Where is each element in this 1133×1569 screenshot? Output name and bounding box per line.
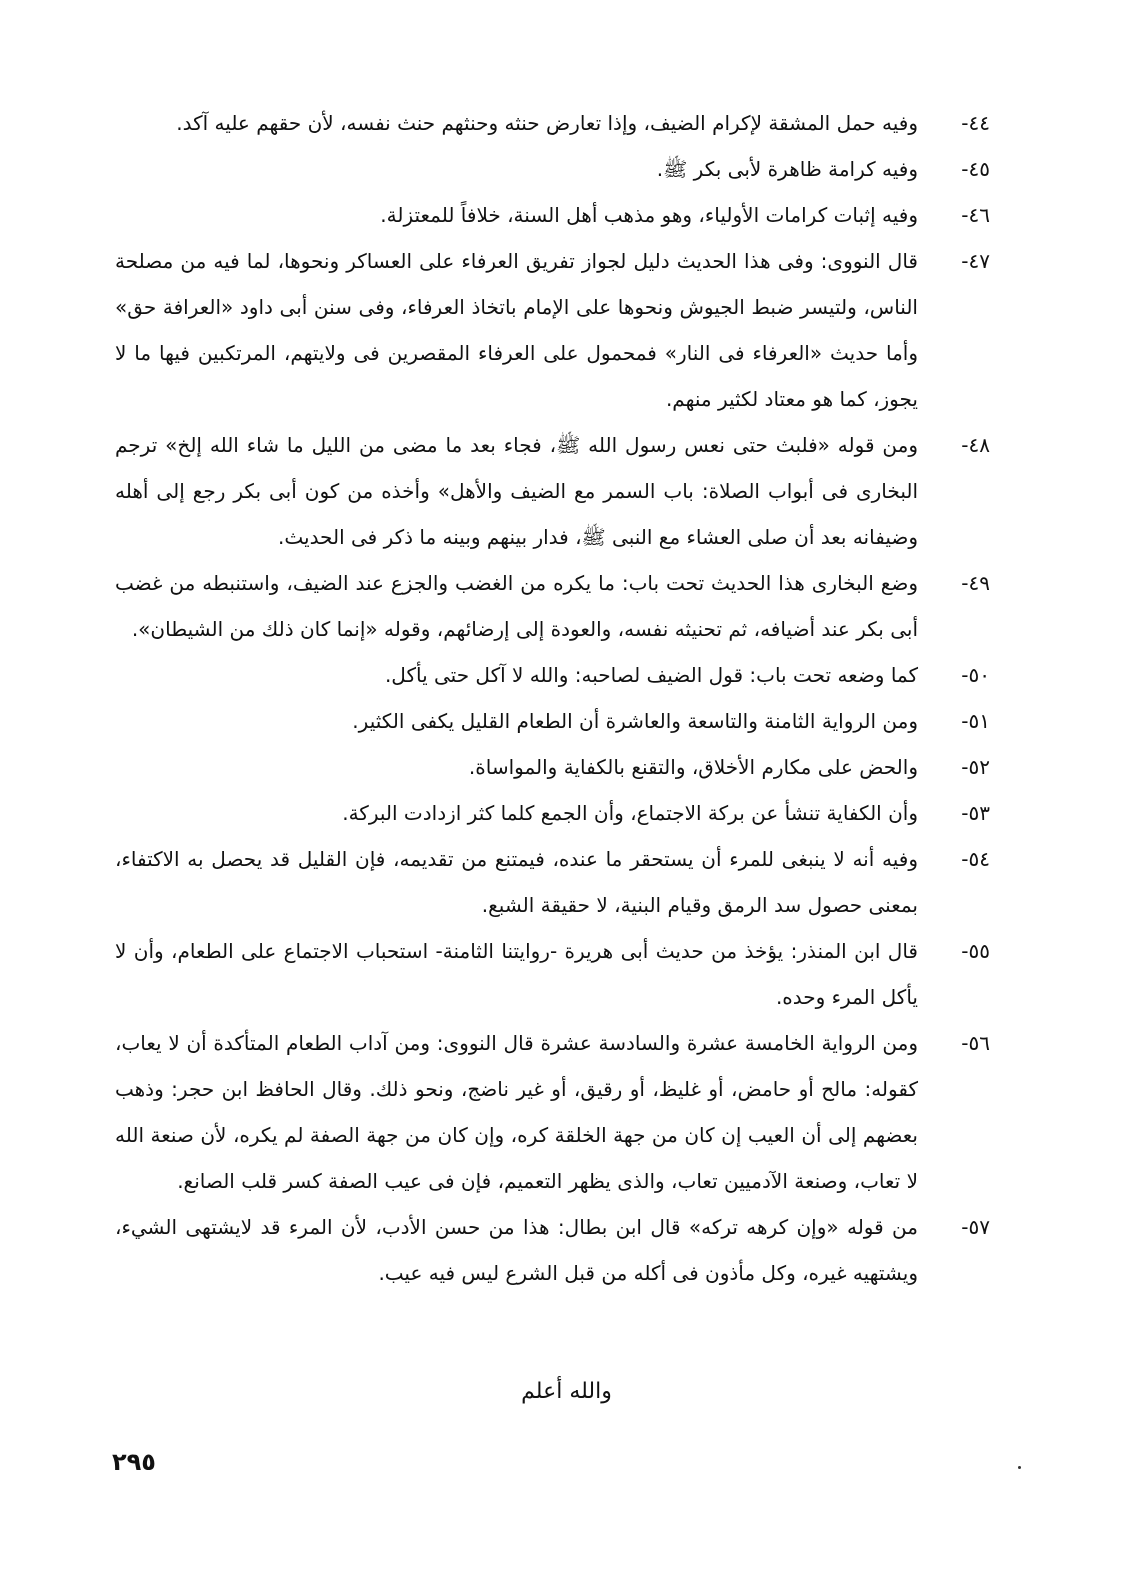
item-text: قال النووى: وفى هذا الحديث دليل لجواز تفريق العرفاء على العساكر ونحوها، لما فيه من مصلحة الناس، ولتيسر ضبط الجيوش ونحوها على الإمام باتخاذ العرفاء، وفى سنن أبى داود «العرافة حق» وأما حديث «العرفاء فى النار» فمحمول على العرفاء المقصرين فى ولايتهم، المرتكبين فيها ما لا يجوز، كما هو معتاد لكثير منهم. xyxy=(115,249,918,411)
item-number: ٥٠- xyxy=(961,663,990,687)
item-text: وفيه إثبات كرامات الأولياء، وهو مذهب أهل السنة، خلافاً للمعتزلة. xyxy=(380,203,918,227)
list-item xyxy=(115,100,990,146)
item-number: ٥١- xyxy=(961,709,990,733)
commentary-list xyxy=(115,100,990,1296)
item-number: ٥٧- xyxy=(961,1215,990,1239)
item-number: ٥٤- xyxy=(961,847,990,871)
item-text: ومن الرواية الثامنة والتاسعة والعاشرة أن الطعام القليل يكفى الكثير. xyxy=(352,709,918,733)
item-number: ٤٧- xyxy=(961,249,990,273)
item-number: ٤٤- xyxy=(961,111,990,135)
list-item xyxy=(115,790,990,836)
item-number: ٥٣- xyxy=(961,801,990,825)
item-number: ٤٥- xyxy=(961,157,990,181)
item-text: قال ابن المنذر: يؤخذ من حديث أبى هريرة -روايتنا الثامنة- استحباب الاجتماع على الطعام، وأن لا يأكل المرء وحده. xyxy=(115,939,918,1009)
list-item xyxy=(115,146,990,192)
list-item xyxy=(115,698,990,744)
item-number: ٤٩- xyxy=(961,571,990,595)
closing-phrase: والله أعلم xyxy=(521,1379,612,1404)
item-text: وفيه كرامة ظاهرة لأبى بكر ﷺ. xyxy=(656,157,918,181)
page-number: ٢٩٥ xyxy=(112,1448,156,1476)
item-text: من قوله «وإن كرهه تركه» قال ابن بطال: هذا من حسن الأدب، لأن المرء قد لايشتهى الشيء، ويشتهيه غيره، وكل مأذون فى أكله من قبل الشرع ليس فيه عيب. xyxy=(115,1215,918,1285)
list-item xyxy=(115,928,990,1020)
list-item xyxy=(115,836,990,928)
scan-dot xyxy=(1018,1466,1021,1469)
item-text: وأن الكفاية تنشأ عن بركة الاجتماع، وأن الجمع كلما كثر ازدادت البركة. xyxy=(342,801,918,825)
item-number: ٤٦- xyxy=(961,203,990,227)
item-number: ٥٥- xyxy=(961,939,990,963)
item-text: وفيه حمل المشقة لإكرام الضيف، وإذا تعارض حنثه وحنثهم حنث نفسه، لأن حقهم عليه آكد. xyxy=(176,111,918,135)
item-text: وضع البخارى هذا الحديث تحت باب: ما يكره من الغضب والجزع عند الضيف، واستنبطه من غضب أبى بكر عند أضيافه، ثم تحنيثه نفسه، والعودة إلى إرضائهم، وقوله «إنما كان ذلك من الشيطان». xyxy=(115,571,918,641)
list-item xyxy=(115,192,990,238)
item-text: كما وضعه تحت باب: قول الضيف لصاحبه: والله لا آكل حتى يأكل. xyxy=(384,663,918,687)
list-item xyxy=(115,238,990,422)
list-item xyxy=(115,422,990,560)
list-item xyxy=(115,1204,990,1296)
item-number: ٥٢- xyxy=(961,755,990,779)
item-text: ومن الرواية الخامسة عشرة والسادسة عشرة قال النووى: ومن آداب الطعام المتأكدة أن لا يعاب، كقوله: مالح أو حامض، أو غليظ، أو رقيق، أو غير ناضج، ونحو ذلك. وقال الحافظ ابن حجر: وذهب بعضهم إلى أن العيب إن كان من جهة الخلقة كره، وإن كان من جهة الصفة لم يكره، لأن صنعة الله لا تعاب، وصنعة الآدميين تعاب، والذى يظهر التعميم، فإن فى عيب الصفة كسر قلب الصانع. xyxy=(115,1031,918,1193)
list-item xyxy=(115,744,990,790)
list-item xyxy=(115,652,990,698)
list-item xyxy=(115,1020,990,1204)
item-text: وفيه أنه لا ينبغى للمرء أن يستحقر ما عنده، فيمتنع من تقديمه، فإن القليل قد يحصل به الاكتفاء، بمعنى حصول سد الرمق وقيام البنية، لا حقيقة الشبع. xyxy=(115,847,918,917)
item-text: والحض على مكارم الأخلاق، والتقنع بالكفاية والمواساة. xyxy=(468,755,918,779)
item-text: ومن قوله «فلبث حتى نعس رسول الله ﷺ، فجاء بعد ما مضى من الليل ما شاء الله إلخ» ترجم البخارى فى أبواب الصلاة: باب السمر مع الضيف والأهل» وأخذه من كون أبى بكر رجع إلى أهله وضيفانه بعد أن صلى العشاء مع النبى ﷺ، فدار بينهم وبينه ما ذكر فى الحديث. xyxy=(115,433,918,549)
list-item xyxy=(115,560,990,652)
item-number: ٤٨- xyxy=(961,433,990,457)
item-number: ٥٦- xyxy=(961,1031,990,1055)
